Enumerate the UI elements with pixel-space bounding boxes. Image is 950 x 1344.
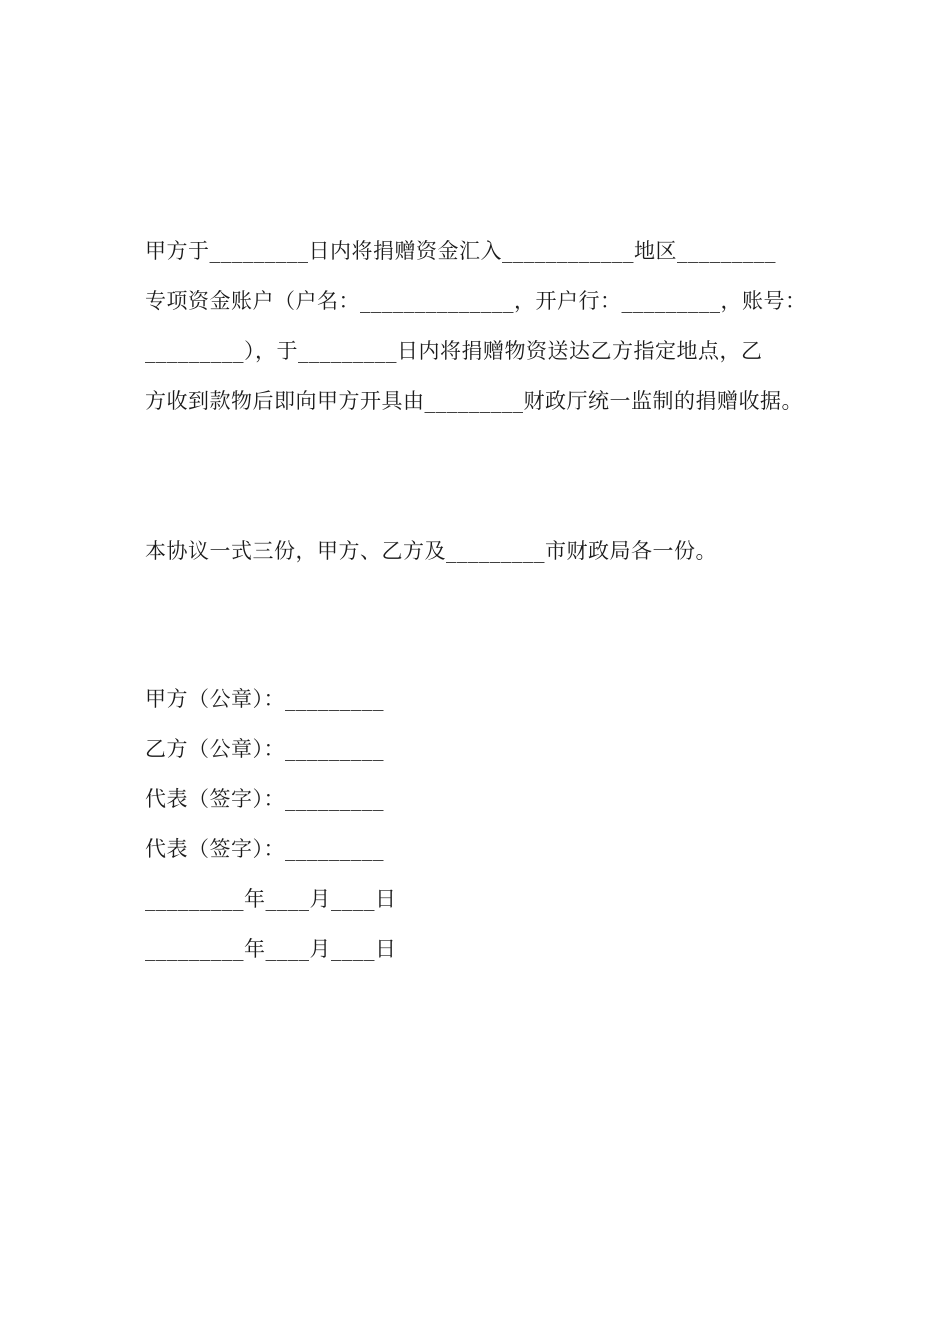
copies-clause: 本协议一式三份，甲方、乙方及_________市财政局各一份。 [145,539,717,563]
payment-clause-line-1: 甲方于_________日内将捐赠资金汇入____________地区_________ [145,239,776,263]
party-a-seal-line: 甲方（公章）：_________ [145,687,384,711]
payment-clause-line-3: _________），于_________日内将捐赠物资送达乙方指定地点，乙 [145,339,763,363]
representative-a-signature-line: 代表（签字）：_________ [145,787,384,811]
payment-clause-line-2: 专项资金账户（户名：______________，开户行：_________，账号： [145,289,807,313]
representative-b-signature-line: 代表（签字）：_________ [145,837,384,861]
payment-clause-line-4: 方收到款物后即向甲方开具由_________财政厅统一监制的捐赠收据。 [145,389,803,413]
party-b-seal-line: 乙方（公章）：_________ [145,737,384,761]
date-line-b: _________年____月____日 [145,937,397,961]
date-line-a: _________年____月____日 [145,887,397,911]
